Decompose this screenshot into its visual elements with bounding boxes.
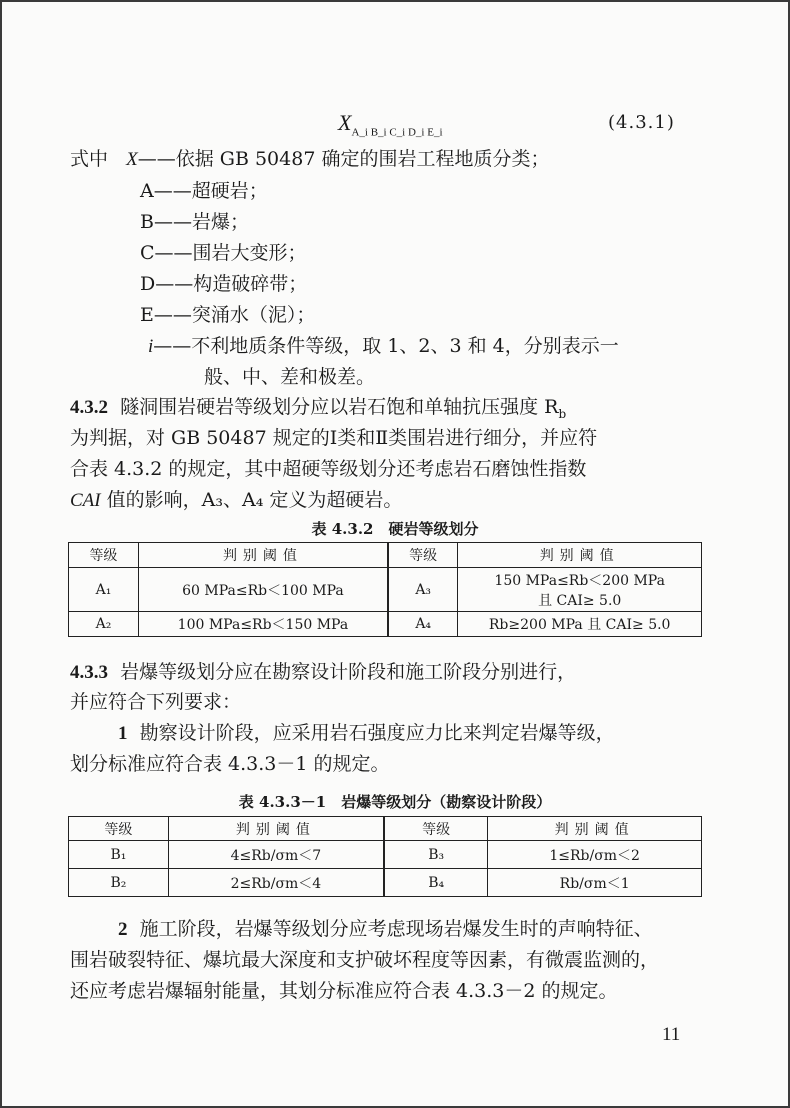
table-header: 等级 xyxy=(388,543,458,568)
table-rockburst-grade xyxy=(68,816,702,897)
table-row: A₁ 60 MPa≤Rb＜100 MPa A₃ 150 MPa≤Rb＜200 MPa 且 CAI≥ 5.0 xyxy=(69,568,702,612)
item-2-line3: 还应考虑岩爆辐射能量，其划分标准应符合表 4.3.3－2 的规定。 xyxy=(70,980,618,1002)
definition-d: D——构造破碎带； xyxy=(140,273,308,295)
table-header: 等级 xyxy=(69,817,169,841)
equation-number: (4.3.1) xyxy=(608,112,675,133)
item-2-line2: 围岩破裂特征、爆坑最大深度和支护破坏程度等因素，有微震监测的， xyxy=(70,949,660,971)
table-header: 判别阈值 xyxy=(458,543,702,568)
table-header: 等级 xyxy=(69,543,139,568)
definition-c: C——围岩大变形； xyxy=(140,242,307,264)
formula: $X_{A\_i B\_i C\_i D\_i E\_i}$ xyxy=(338,110,443,139)
item-1-line1: 1 勘察设计阶段，应采用岩石强度应力比来判定岩爆等级， xyxy=(118,722,615,744)
table-row: A₂ 100 MPa≤Rb＜150 MPa A₄ Rb≥200 MPa 且 CAI≥ 5.0 xyxy=(69,612,702,637)
table-header: 判别阈值 xyxy=(488,817,702,841)
clause-4-3-2-line1: 4.3.2 隧洞围岩硬岩等级划分应以岩石饱和单轴抗压强度 $R_b$ xyxy=(70,396,567,421)
table-row: B₁ 4≤Rb/σm＜7 B₃ 1≤Rb/σm＜2 xyxy=(69,841,702,869)
definition-e: E——突涌水（泥）； xyxy=(140,304,316,326)
clause-4-3-2-line3: 合表 4.3.2 的规定，其中超硬等级划分还考虑岩石磨蚀性指数 xyxy=(70,458,587,480)
definition-x: 式中 X——依据 GB 50487 确定的围岩工程地质分类； xyxy=(70,148,550,170)
definition-i: i——不利地质条件等级，取 1、2、3 和 4，分别表示一 xyxy=(148,335,619,357)
clause-4-3-2-line4: CAI 值的影响，A₃、A₄ 定义为超硬岩。 xyxy=(70,489,403,511)
clause-4-3-3-line1: 4.3.3 岩爆等级划分应在勘察设计阶段和施工阶段分别进行， xyxy=(70,661,577,683)
clause-4-3-2-line2: 为判据，对 GB 50487 规定的Ⅰ类和Ⅱ类围岩进行细分，并应符 xyxy=(70,427,598,449)
page-number: 11 xyxy=(662,1024,681,1045)
table-caption-4-3-3-1: 表 4.3.3－1 岩爆等级划分（勘察设计阶段） xyxy=(238,793,552,811)
table-header: 判别阈值 xyxy=(138,543,388,568)
table-caption-4-3-2: 表 4.3.2 硬岩等级划分 xyxy=(311,520,479,538)
item-2-line1: 2 施工阶段，岩爆等级划分应考虑现场岩爆发生时的声响特征、 xyxy=(118,918,653,940)
table-header: 判别阈值 xyxy=(168,817,384,841)
clause-4-3-3-line2: 并应符合下列要求： xyxy=(70,691,242,713)
item-1-line2: 划分标准应符合表 4.3.3－1 的规定。 xyxy=(70,753,390,775)
table-row: B₂ 2≤Rb/σm＜4 B₄ Rb/σm＜1 xyxy=(69,869,702,897)
table-hard-rock-grade xyxy=(68,542,702,637)
table-header: 等级 xyxy=(384,817,488,841)
definition-b: B——岩爆； xyxy=(140,211,249,233)
definition-i-cont: 般、中、差和极差。 xyxy=(204,366,376,388)
definition-a: A——超硬岩； xyxy=(140,180,268,202)
